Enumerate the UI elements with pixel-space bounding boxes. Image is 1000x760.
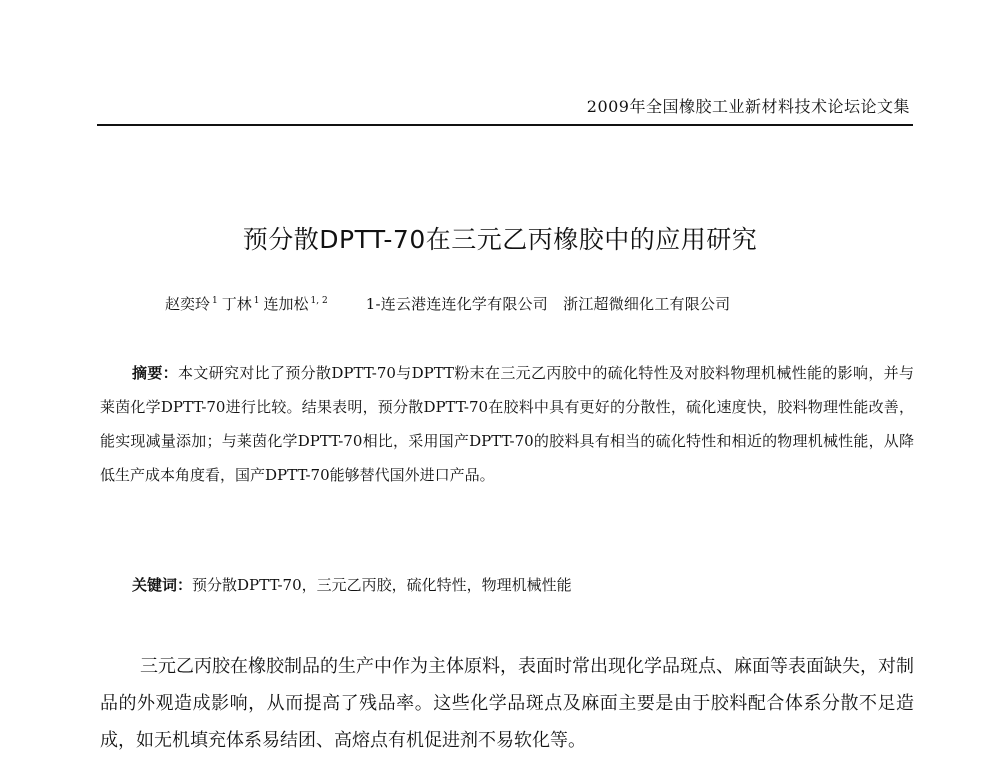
running-header: 2009年全国橡胶工业新材料技术论坛论文集 <box>586 97 910 116</box>
paper-title: 预分散DPTT-70在三元乙丙橡胶中的应用研究 <box>242 225 758 254</box>
keywords-label: 关键词： <box>132 576 193 594</box>
author-affiliation-mark: 1 <box>253 296 260 306</box>
affiliations: 1-连云港连连化学有限公司 浙江超微细化工有限公司 <box>365 295 731 313</box>
keywords-text: 预分散DPTT-70，三元乙丙胶，硫化特性，物理机械性能 <box>192 576 572 594</box>
author-byline <box>165 293 730 314</box>
header-rule <box>97 124 913 126</box>
keywords <box>132 574 572 595</box>
abstract <box>100 356 914 492</box>
author-affiliation-mark: 1, 2 <box>310 296 328 306</box>
abstract-text: 本文研究对比了预分散DPTT-70与DPTT粉末在三元乙丙胶中的硫化特性及对胶料物理机械性能的影响，并与莱茵化学DPTT-70进行比较。结果表明，预分散DPTT-70在胶料中具有更好的分散性，硫化速度快，胶料物理性能改善，能实现减量添加；与莱茵化学DPTT-70相比，采用国产DPTT-70的胶料具有相当的硫化特性和相近的物理机械性能，从降低生产成本角度看，国产DPTT-70能够替代国外进口产品。 <box>100 364 914 484</box>
author-affiliation-mark: 1 <box>212 296 218 306</box>
author-name: 连加松 <box>263 295 309 313</box>
author-name: 丁林 <box>221 295 252 313</box>
body-paragraph: 三元乙丙胶在橡胶制品的生产中作为主体原料，表面时常出现化学品斑点、麻面等表面缺失，对制品的外观造成影响，从而提高了残品率。这些化学品斑点及麻面主要是由于胶料配合体系分散不足造成，如无机填充体系易结团、高熔点有机促进剂不易软化等。 <box>100 656 914 751</box>
author-name: 赵奕玲 <box>165 295 211 313</box>
abstract-label: 摘要： <box>132 364 178 382</box>
